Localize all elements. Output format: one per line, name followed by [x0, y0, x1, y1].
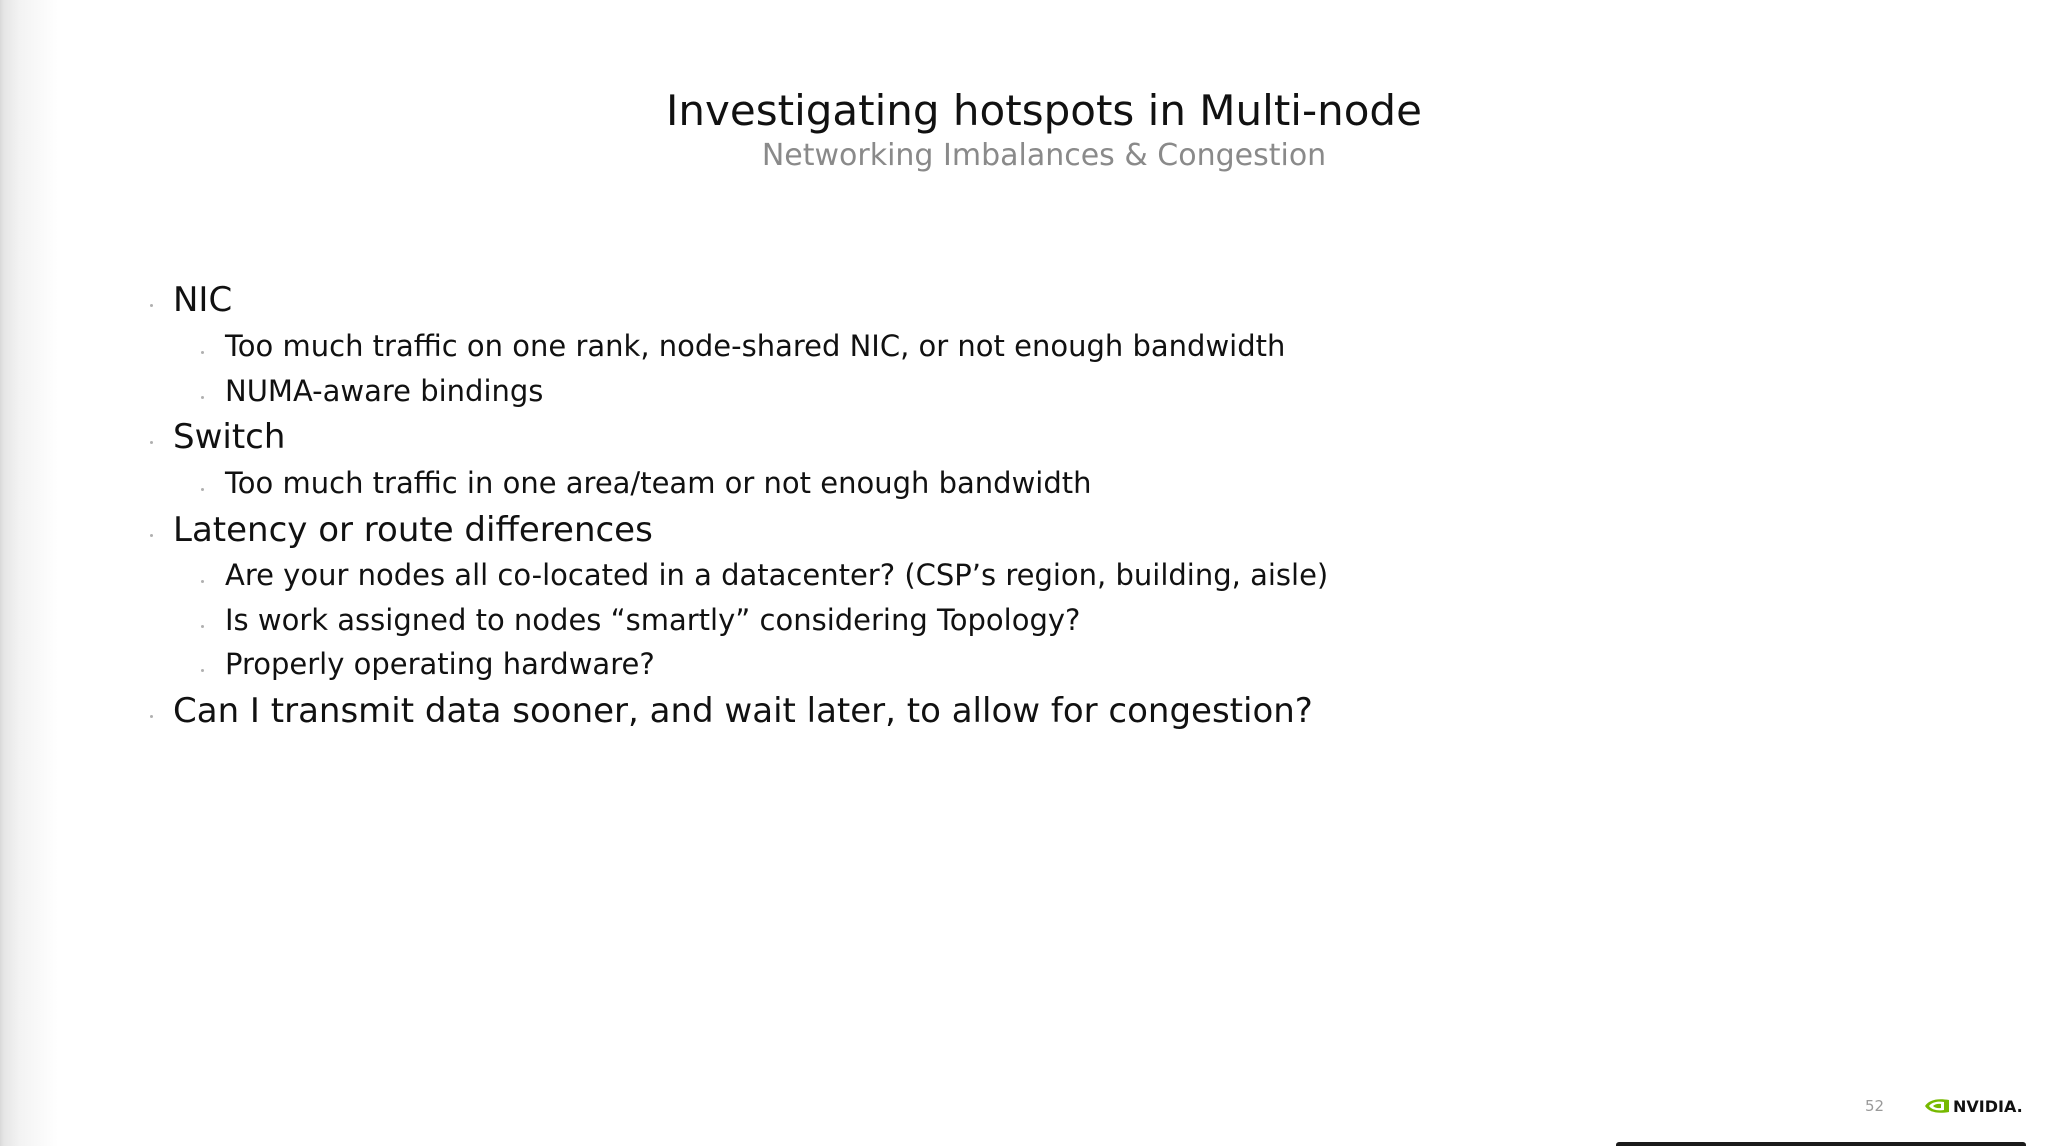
sub-bullet	[225, 558, 1328, 592]
bullet-text: Latency or route differences	[173, 510, 653, 550]
bottom-edge-bar	[1616, 1142, 2026, 1146]
bullet-dot	[201, 625, 204, 628]
sub-bullet-text: Too much traffic on one rank, node-shared NIC, or not enough bandwidth	[225, 329, 1286, 363]
bullet-dot	[201, 488, 204, 491]
sub-bullet	[225, 374, 543, 408]
sub-bullet-text: Properly operating hardware?	[225, 647, 655, 681]
sub-bullet	[225, 647, 655, 681]
nvidia-eye-icon	[1924, 1097, 1950, 1115]
slide-title: Investigating hotspots in Multi-node	[666, 86, 1422, 135]
sub-bullet-text: Are your nodes all co-located in a datacenter? (CSP’s region, building, aisle)	[225, 558, 1329, 592]
sub-bullet	[225, 329, 1285, 363]
bullet-text: NIC	[173, 280, 233, 320]
nvidia-logo	[1924, 1094, 2023, 1118]
bullet-nic	[173, 280, 232, 320]
bullet-text: Switch	[173, 417, 286, 457]
bullet-dot	[150, 715, 153, 718]
sub-bullet	[225, 466, 1092, 500]
bullet-dot	[201, 580, 204, 583]
bullet-dot	[201, 351, 204, 354]
bullet-switch	[173, 417, 285, 457]
sub-bullet-text: NUMA-aware bindings	[225, 374, 544, 408]
page-number: 52	[1865, 1097, 1885, 1115]
bullet-dot	[150, 441, 153, 444]
bullet-latency	[173, 510, 653, 550]
slide-subtitle: Networking Imbalances & Congestion	[761, 138, 1327, 173]
sub-bullet	[225, 603, 1080, 637]
sub-bullet-text: Is work assigned to nodes “smartly” considering Topology?	[225, 603, 1081, 637]
bullet-dot	[201, 396, 204, 399]
bullet-transmit	[173, 691, 1313, 731]
nvidia-wordmark: NVIDIA.	[1953, 1096, 2023, 1116]
bullet-dot	[150, 304, 153, 307]
bullet-text: Can I transmit data sooner, and wait later, to allow for congestion?	[173, 691, 1313, 731]
sub-bullet-text: Too much traffic in one area/team or not enough bandwidth	[225, 466, 1092, 500]
bullet-dot	[150, 534, 153, 537]
bullet-dot	[201, 669, 204, 672]
